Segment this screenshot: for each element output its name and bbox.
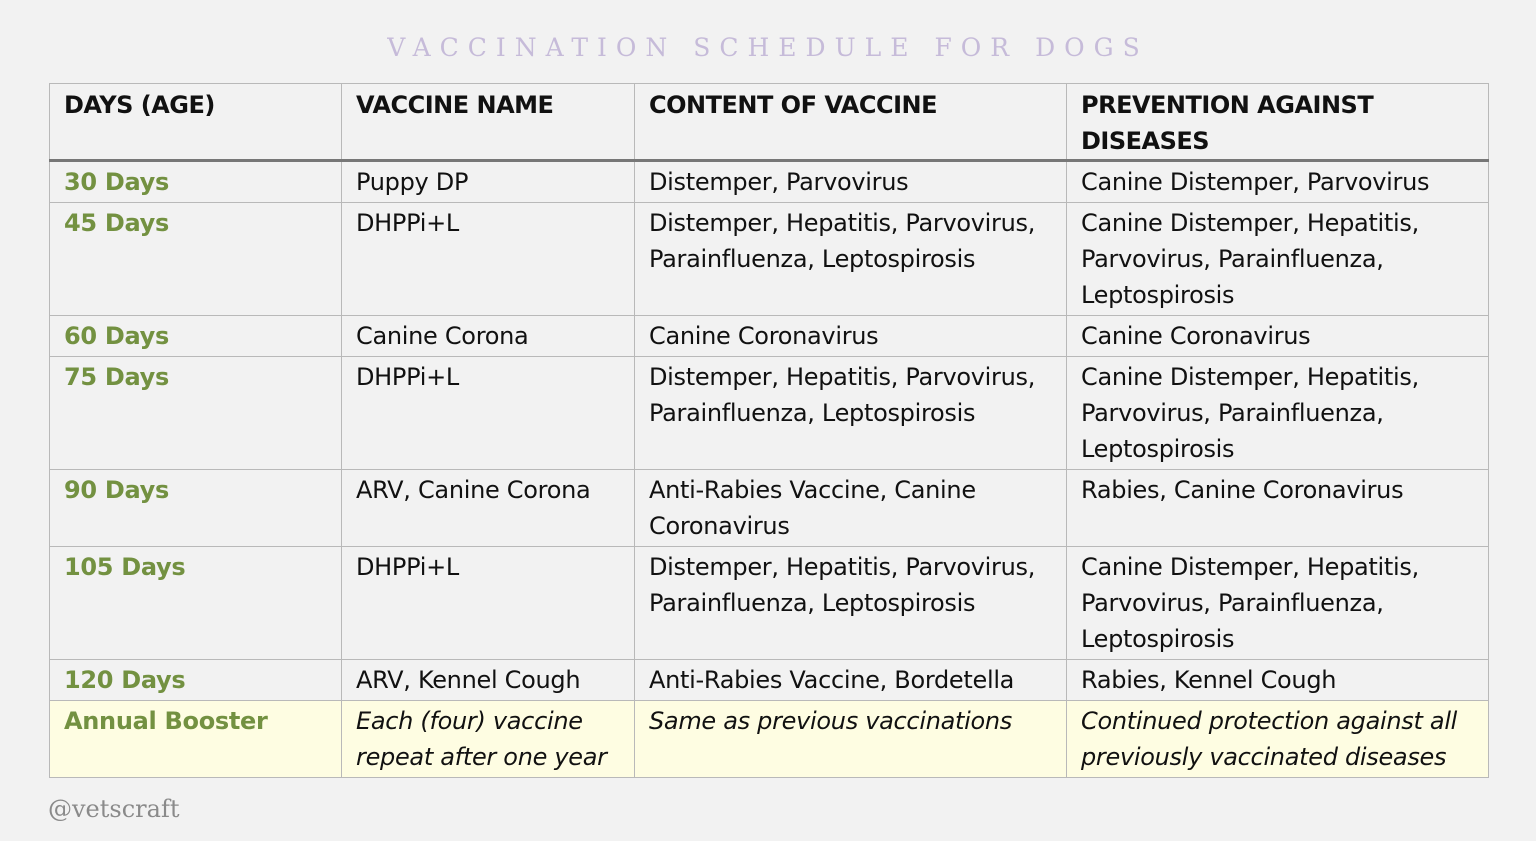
prevention-cell: Canine Distemper, Hepatitis, Parvovirus, Parainfluenza, Leptospirosis — [1067, 203, 1489, 316]
prevention-cell: Canine Distemper, Parvovirus — [1067, 161, 1489, 203]
vaccine-content-cell: Anti-Rabies Vaccine, Bordetella — [635, 660, 1067, 701]
table-row — [50, 547, 1489, 660]
header-content-of-vaccine: CONTENT OF VACCINE — [635, 84, 1067, 161]
prevention-cell: Rabies, Kennel Cough — [1067, 660, 1489, 701]
vaccine-name-cell: Puppy DP — [342, 161, 635, 203]
vaccine-content-cell: Distemper, Hepatitis, Parvovirus, Parainfluenza, Leptospirosis — [635, 357, 1067, 470]
age-cell: Annual Booster — [50, 701, 342, 778]
vaccine-content-cell: Distemper, Hepatitis, Parvovirus, Parainfluenza, Leptospirosis — [635, 203, 1067, 316]
prevention-cell: Canine Coronavirus — [1067, 316, 1489, 357]
table-row — [50, 470, 1489, 547]
table-row — [50, 161, 1489, 203]
age-cell: 30 Days — [50, 161, 342, 203]
social-handle: @vetscraft — [48, 795, 180, 823]
vaccine-name-cell: DHPPi+L — [342, 547, 635, 660]
age-cell: 120 Days — [50, 660, 342, 701]
vaccine-name-cell: ARV, Kennel Cough — [342, 660, 635, 701]
prevention-cell: Canine Distemper, Hepatitis, Parvovirus, Parainfluenza, Leptospirosis — [1067, 547, 1489, 660]
vaccination-schedule-table — [49, 83, 1489, 778]
header-prevention-against-diseases: PREVENTION AGAINST DISEASES — [1067, 84, 1489, 161]
prevention-cell: Continued protection against all previously vaccinated diseases — [1067, 701, 1489, 778]
age-cell: 90 Days — [50, 470, 342, 547]
prevention-cell: Canine Distemper, Hepatitis, Parvovirus, Parainfluenza, Leptospirosis — [1067, 357, 1489, 470]
table-header — [50, 84, 1489, 161]
page-title: VACCINATION SCHEDULE FOR DOGS — [387, 33, 1149, 62]
table-body — [50, 161, 1489, 778]
vaccine-content-cell: Same as previous vaccinations — [635, 701, 1067, 778]
table-row — [50, 203, 1489, 316]
vaccine-name-cell: Each (four) vaccine repeat after one year — [342, 701, 635, 778]
vaccine-content-cell: Anti-Rabies Vaccine, Canine Coronavirus — [635, 470, 1067, 547]
vaccine-content-cell: Distemper, Parvovirus — [635, 161, 1067, 203]
header-row — [50, 84, 1489, 161]
annual-booster-row — [50, 701, 1489, 778]
table-row — [50, 660, 1489, 701]
vaccine-name-cell: Canine Corona — [342, 316, 635, 357]
vaccine-name-cell: DHPPi+L — [342, 357, 635, 470]
vaccine-name-cell: DHPPi+L — [342, 203, 635, 316]
vaccine-content-cell: Distemper, Hepatitis, Parvovirus, Parainfluenza, Leptospirosis — [635, 547, 1067, 660]
header-vaccine-name: VACCINE NAME — [342, 84, 635, 161]
table-row — [50, 357, 1489, 470]
vaccine-name-cell: ARV, Canine Corona — [342, 470, 635, 547]
vaccine-content-cell: Canine Coronavirus — [635, 316, 1067, 357]
age-cell: 75 Days — [50, 357, 342, 470]
age-cell: 105 Days — [50, 547, 342, 660]
header-days-age: DAYS (AGE) — [50, 84, 342, 161]
table-row — [50, 316, 1489, 357]
age-cell: 60 Days — [50, 316, 342, 357]
age-cell: 45 Days — [50, 203, 342, 316]
prevention-cell: Rabies, Canine Coronavirus — [1067, 470, 1489, 547]
